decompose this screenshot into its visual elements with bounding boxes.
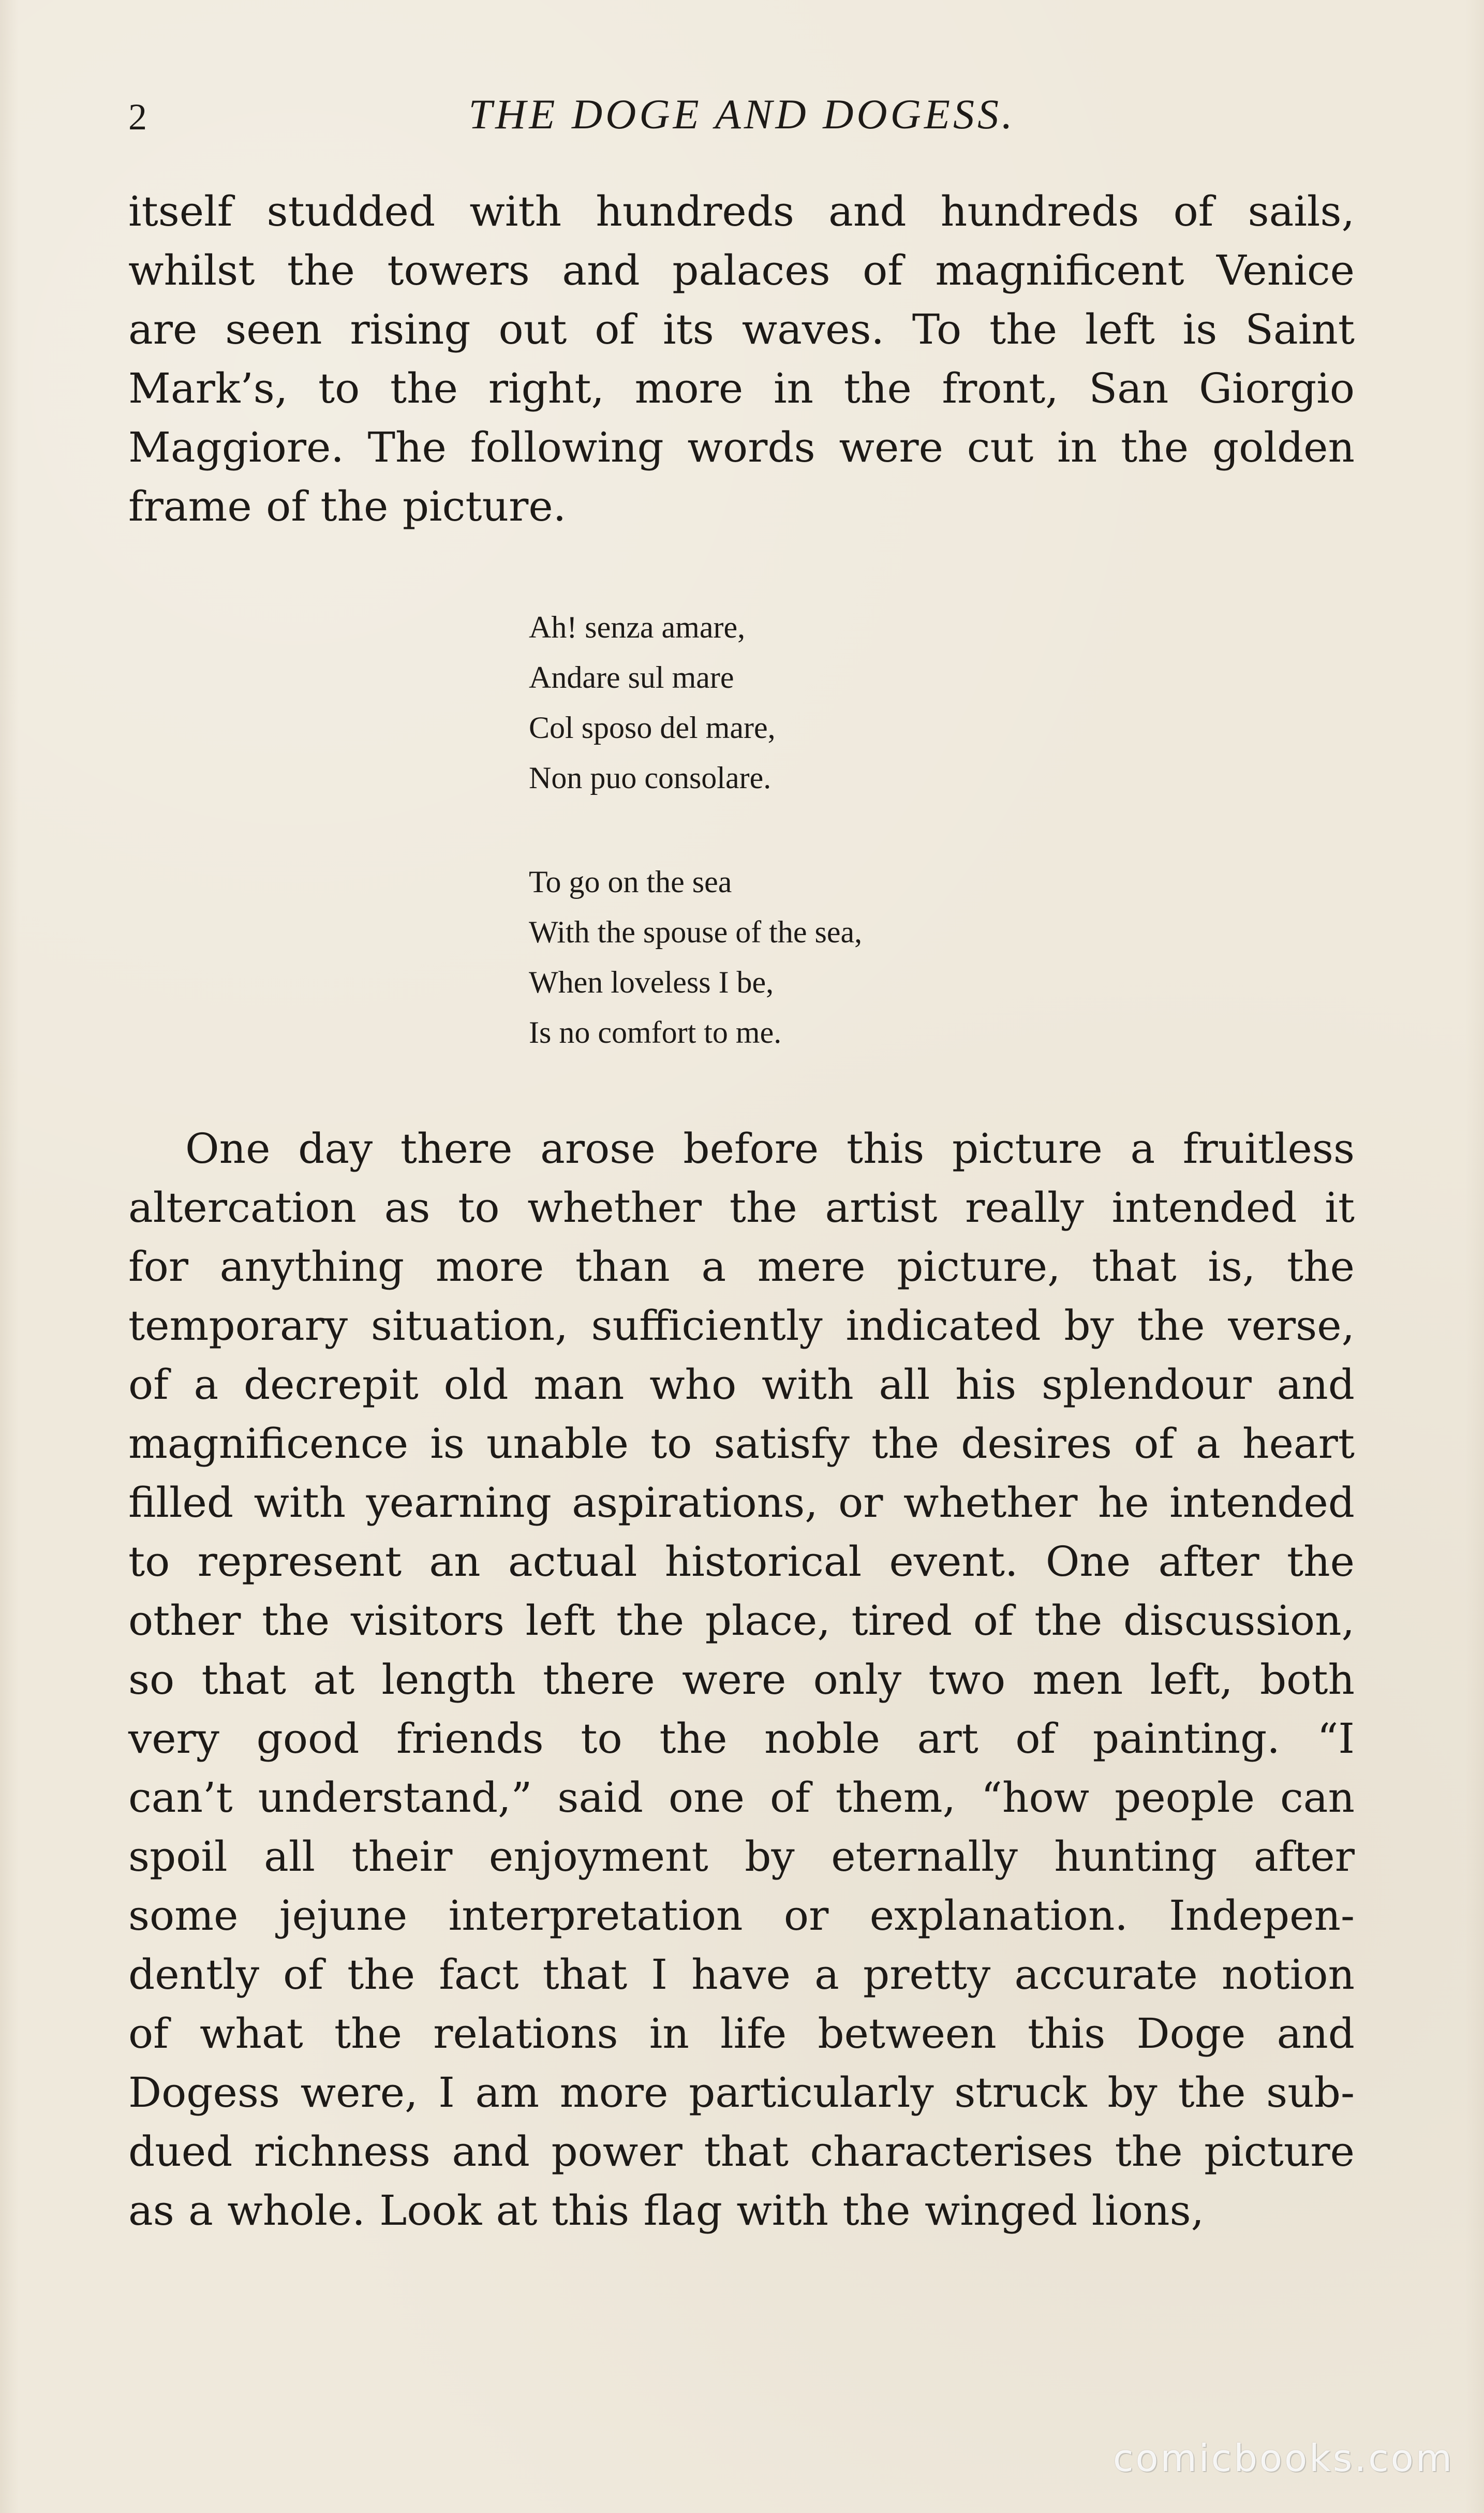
right-page-shadow xyxy=(1465,0,1484,2513)
paragraph-line: temporary situation, sufficiently indicated by the verse, xyxy=(128,1302,1355,1350)
paragraph-line: to represent an actual historical event. One after the xyxy=(128,1538,1355,1586)
verse-line: Andare sul mare xyxy=(529,660,734,694)
paragraph-line: spoil all their enjoyment by eternally hunting after xyxy=(128,1832,1355,1881)
opening-paragraph xyxy=(128,182,1355,536)
paragraph-line: whilst the towers and palaces of magnificent Venice xyxy=(128,246,1355,294)
paragraph-line: Dogess were, I am more particularly struck by the sub- xyxy=(128,2068,1355,2117)
paragraph-line: Maggiore. The following words were cut in the golden xyxy=(128,423,1355,471)
paragraph-line: dently of the fact that I have a pretty accurate notion xyxy=(128,1950,1355,1999)
paragraph-line: frame of the picture. xyxy=(128,482,567,530)
paragraph-line: other the visitors left the place, tired of the discussion, xyxy=(128,1597,1355,1645)
running-title: THE DOGE AND DOGESS. xyxy=(468,91,1016,138)
site-watermark: comicbooks.com xyxy=(1112,2436,1454,2480)
running-head xyxy=(0,88,1484,150)
paragraph-line: are seen rising out of its waves. To the left is Saint xyxy=(128,305,1355,353)
page-number: 2 xyxy=(128,96,147,138)
verse-line: Ah! senza amare, xyxy=(529,610,746,644)
paragraph-line: very good friends to the noble art of painting. “I xyxy=(128,1714,1355,1763)
paragraph-line: so that at length there were only two men left, both xyxy=(128,1655,1355,1704)
paragraph-line: altercation as to whether the artist really intended it xyxy=(128,1184,1355,1232)
verse-line: Col sposo del mare, xyxy=(529,711,776,745)
paragraph-line: Mark’s, to the right, more in the front, San Giorgio xyxy=(128,364,1355,412)
paragraph-line: of what the relations in life between this Doge and xyxy=(128,2009,1355,2058)
verse-line: With the spouse of the sea, xyxy=(529,915,863,949)
verse-line: To go on the sea xyxy=(529,865,732,899)
verse-line: Is no comfort to me. xyxy=(529,1015,782,1049)
paragraph-line: dued richness and power that characterises the picture xyxy=(128,2127,1355,2176)
english-verse xyxy=(529,857,922,1058)
main-paragraph xyxy=(128,1119,1355,2240)
paragraph-line: magnificence is unable to satisfy the desires of a heart xyxy=(128,1420,1355,1468)
paragraph-line: for anything more than a mere picture, that is, the xyxy=(128,1243,1355,1291)
paragraph-line: One day there arose before this picture a fruitless xyxy=(185,1125,1355,1173)
paragraph-line: itself studded with hundreds and hundreds of sails, xyxy=(128,187,1355,235)
paragraph-line: as a whole. Look at this flag with the winged lions, xyxy=(128,2186,1205,2235)
verse-line: When loveless I be, xyxy=(529,965,774,999)
paragraph-line: can’t understand,” said one of them, “how people can xyxy=(128,1773,1355,1822)
paragraph-line: filled with yearning aspirations, or whether he intended xyxy=(128,1479,1355,1527)
paragraph-line: some jejune interpretation or explanation. Indepen- xyxy=(128,1891,1355,1940)
italian-verse xyxy=(529,602,922,803)
verse-line: Non puo consolare. xyxy=(529,761,771,795)
left-page-shadow xyxy=(0,0,19,2513)
paragraph-line: of a decrepit old man who with all his splendour and xyxy=(128,1361,1355,1409)
